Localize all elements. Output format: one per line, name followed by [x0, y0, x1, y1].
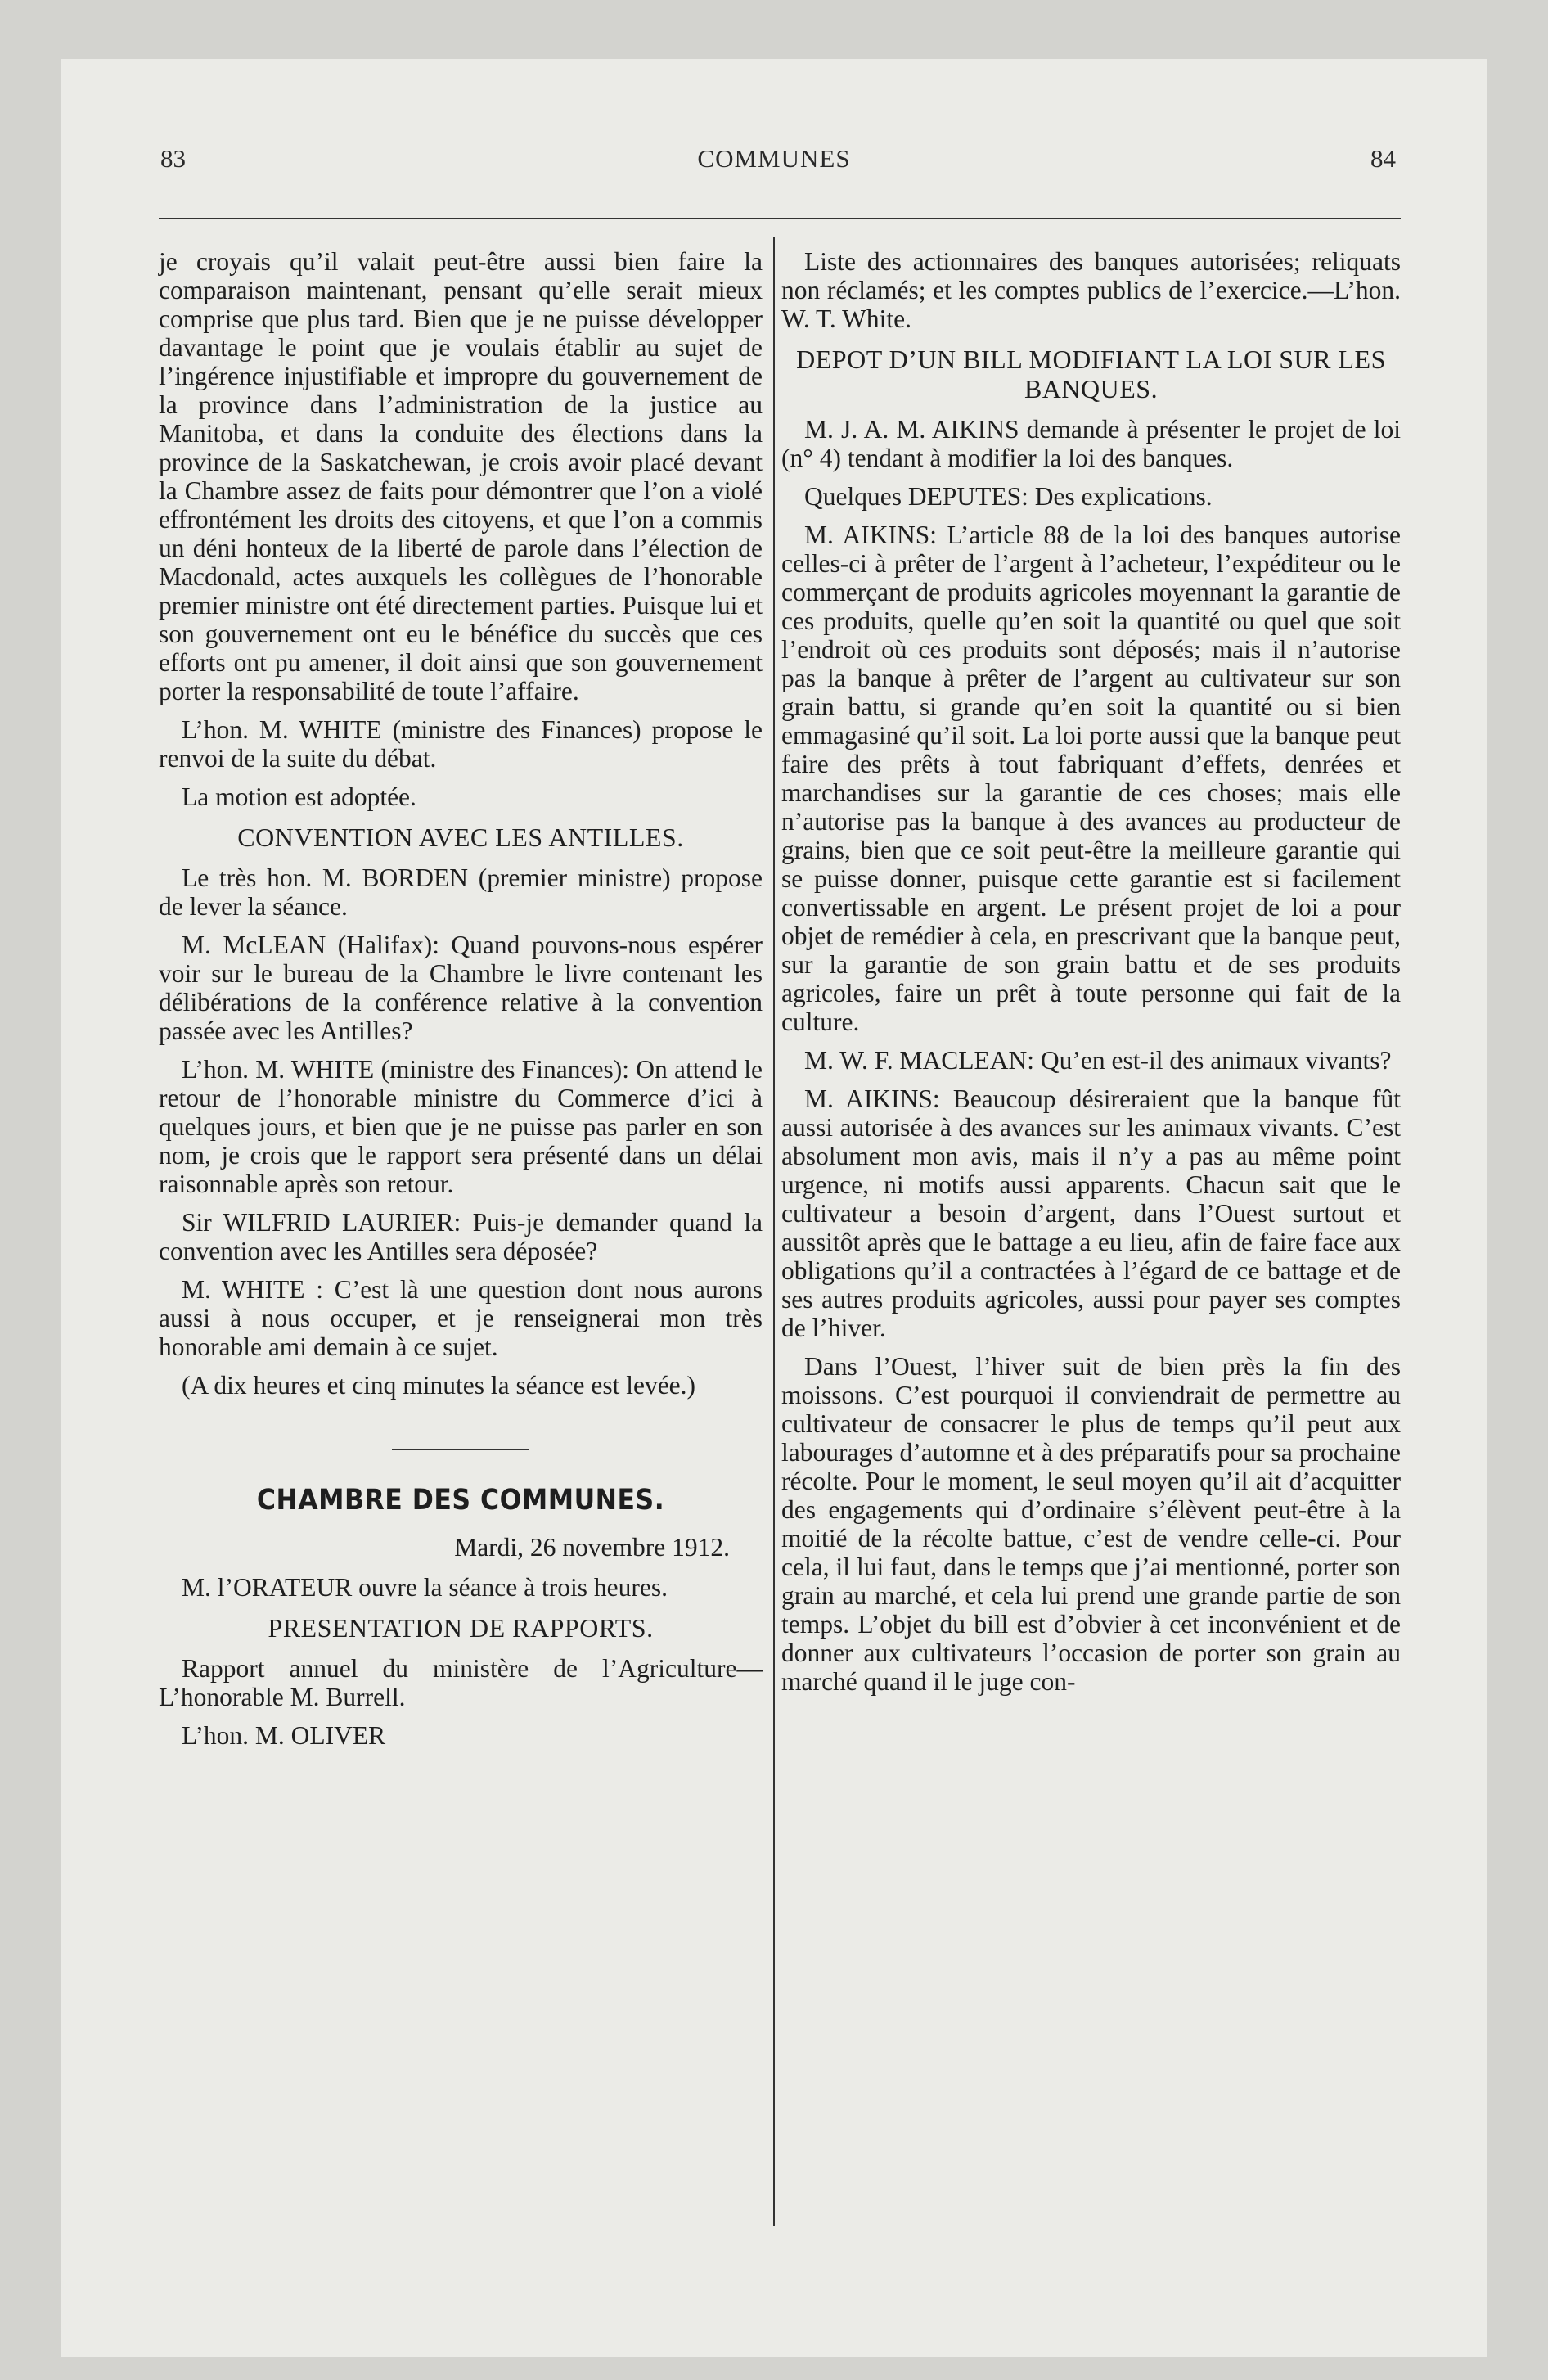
paragraph: M. W. F. MACLEAN: Qu’en est-il des animaux vivants? — [804, 1046, 1392, 1075]
paragraph: L’hon. M. OLIVER — [182, 1721, 386, 1750]
paragraph: Rapport annuel du ministère de l’Agriculture—L’honorable M. Burrell. — [159, 1654, 763, 1711]
paragraph: M. l’ORATEUR ouvre la séance à trois heures. — [182, 1573, 668, 1602]
paragraph: La motion est adoptée. — [182, 782, 416, 811]
paragraph: Liste des actionnaires des banques autorisées; reliquats non réclamés; et les comptes publics de l’exercice.—L’hon. W. T. White. — [781, 247, 1401, 333]
section-separator — [392, 1449, 529, 1450]
paragraph: L’hon. M. WHITE (ministre des Finances) propose le renvoi de la suite du débat. — [159, 715, 763, 773]
paragraph: Quelques DEPUTES: Des explications. — [804, 482, 1213, 511]
paragraph: L’hon. M. WHITE (ministre des Finances): On attend le retour de l’honorable ministre du Commerce d’ici à quelques jours, et bien que je ne puisse pas parler en son nom, je crois que le rapport sera présenté dans un délai raisonnable après son retour. — [159, 1055, 763, 1198]
paragraph: Le très hon. M. BORDEN (premier ministre) propose de lever la séance. — [159, 863, 763, 921]
page-number-left: 83 — [160, 144, 186, 173]
right-column — [781, 247, 1401, 1706]
paragraph: M. WHITE : C’est là une question dont nous aurons aussi à nous occuper, et je renseignerai mon très honorable ami demain à ce sujet. — [159, 1275, 763, 1361]
page-number-right: 84 — [1370, 144, 1396, 173]
paragraph: M. AIKINS: L’article 88 de la loi des banques autorise celles-ci à prêter de l’argent à l’acheteur, l’expéditeur ou le commerçant de produits agricoles moyennant la garantie de ces produits, quelle qu’en soit la quantité ou quel que soit l’endroit où ces produits sont déposés; mais il n’autorise pas la banque à prêter de l’argent au cultivateur sur son grain battu, si grande qu’en soit la quantité ou si bien emmagasiné qu’il soit. La loi porte aussi que la banque peut faire des prêts à tout fabriquant d’effets, denrées et marchandises sur la garantie de ces choses; mais elle n’autorise pas la banque à des avances au producteur de grains, bien que ce soit peut-être la meilleure garantie qui se puisse donner, puisque cette garantie est si facilement convertissable en argent. Le présent projet de loi a pour objet de remédier à cela, en prescrivant que la banque peut, sur la garantie de son grain battu et de ses produits agricoles, faire un prêt à toute personne qui fait de la culture. — [781, 521, 1401, 1036]
chamber-title: CHAMBRE DES COMMUNES. — [256, 1484, 665, 1517]
paragraph: M. J. A. M. AIKINS demande à présenter le projet de loi (n° 4) tendant à modifier la loi des banques. — [781, 415, 1401, 472]
column-divider — [773, 237, 775, 2226]
section-heading: CONVENTION AVEC LES ANTILLES. — [237, 823, 684, 852]
paragraph: M. McLEAN (Halifax): Quand pouvons-nous espérer voir sur le bureau de la Chambre le livre contenant les délibérations de la conférence relative à la convention passée avec les Antilles? — [159, 931, 763, 1045]
section-heading: PRESENTATION DE RAPPORTS. — [268, 1613, 654, 1643]
paragraph: Sir WILFRID LAURIER: Puis-je demander quand la convention avec les Antilles sera déposée? — [159, 1208, 763, 1265]
page-title: COMMUNES — [697, 144, 851, 173]
section-heading: DEPOT D’UN BILL MODIFIANT LA LOI SUR LES BANQUES. — [796, 345, 1386, 403]
left-column — [159, 247, 763, 1760]
paragraph: je croyais qu’il valait peut-être aussi bien faire la comparaison maintenant, pensant qu’elle serait mieux comprise que plus tard. Bien que je ne puisse développer davantage le point que je voulais établir au sujet de l’ingérence injustifiable et impropre du gouvernement de la province dans l’administration de la justice au Manitoba, et dans la conduite des élections dans la province de la Saskatchewan, je crois avoir placé devant la Chambre assez de faits pour démontrer que l’on a violé effrontément les droits des citoyens, et que l’on a commis un déni honteux de la liberté de parole dans l’élection de Macdonald, actes auxquels les collègues de l’honorable premier ministre ont été directement parties. Puisque lui et son gouvernement ont eu le bénéfice du succès que ces efforts ont pu amener, il doit ainsi que son gouvernement porter la responsabilité de toute l’affaire. — [159, 247, 763, 705]
paragraph: M. AIKINS: Beaucoup désireraient que la banque fût aussi autorisée à des avances sur les animaux vivants. C’est absolument mon avis, mais il n’y a pas au même point urgence, ni motifs aussi apparents. Chacun sait que le cultivateur a besoin d’argent, dans l’Ouest surtout et aussitôt après que le battage a eu lieu, afin de faire face aux obligations qu’il a contractées à l’égard de ce battage et de ses autres produits agricoles, aussi pour payer ses comptes de l’hiver. — [781, 1084, 1401, 1342]
sitting-date: Mardi, 26 novembre 1912. — [454, 1533, 730, 1562]
paragraph: (A dix heures et cinq minutes la séance est levée.) — [182, 1371, 696, 1400]
paragraph: Dans l’Ouest, l’hiver suit de bien près la fin des moissons. C’est pourquoi il conviendrait de permettre au cultivateur de consacrer le plus de temps qu’il peut aux labourages d’automne et à des préparatifs pour sa prochaine récolte. Pour le moment, le seul moyen qu’il ait d’acquitter des engagements qui d’ordinaire s’élèvent peut-être à la moitié de la récolte battue, c’est de vendre celle-ci. Pour cela, il lui faut, dans le temps que j’ai mentionné, porter son grain au marché, et cela lui prend une grande partie de son temps. L’objet du bill est d’obvier à cet inconvénient et de donner aux cultivateurs l’occasion de porter son grain au marché quand il le juge con- — [781, 1352, 1401, 1696]
header-rule — [159, 218, 1401, 219]
